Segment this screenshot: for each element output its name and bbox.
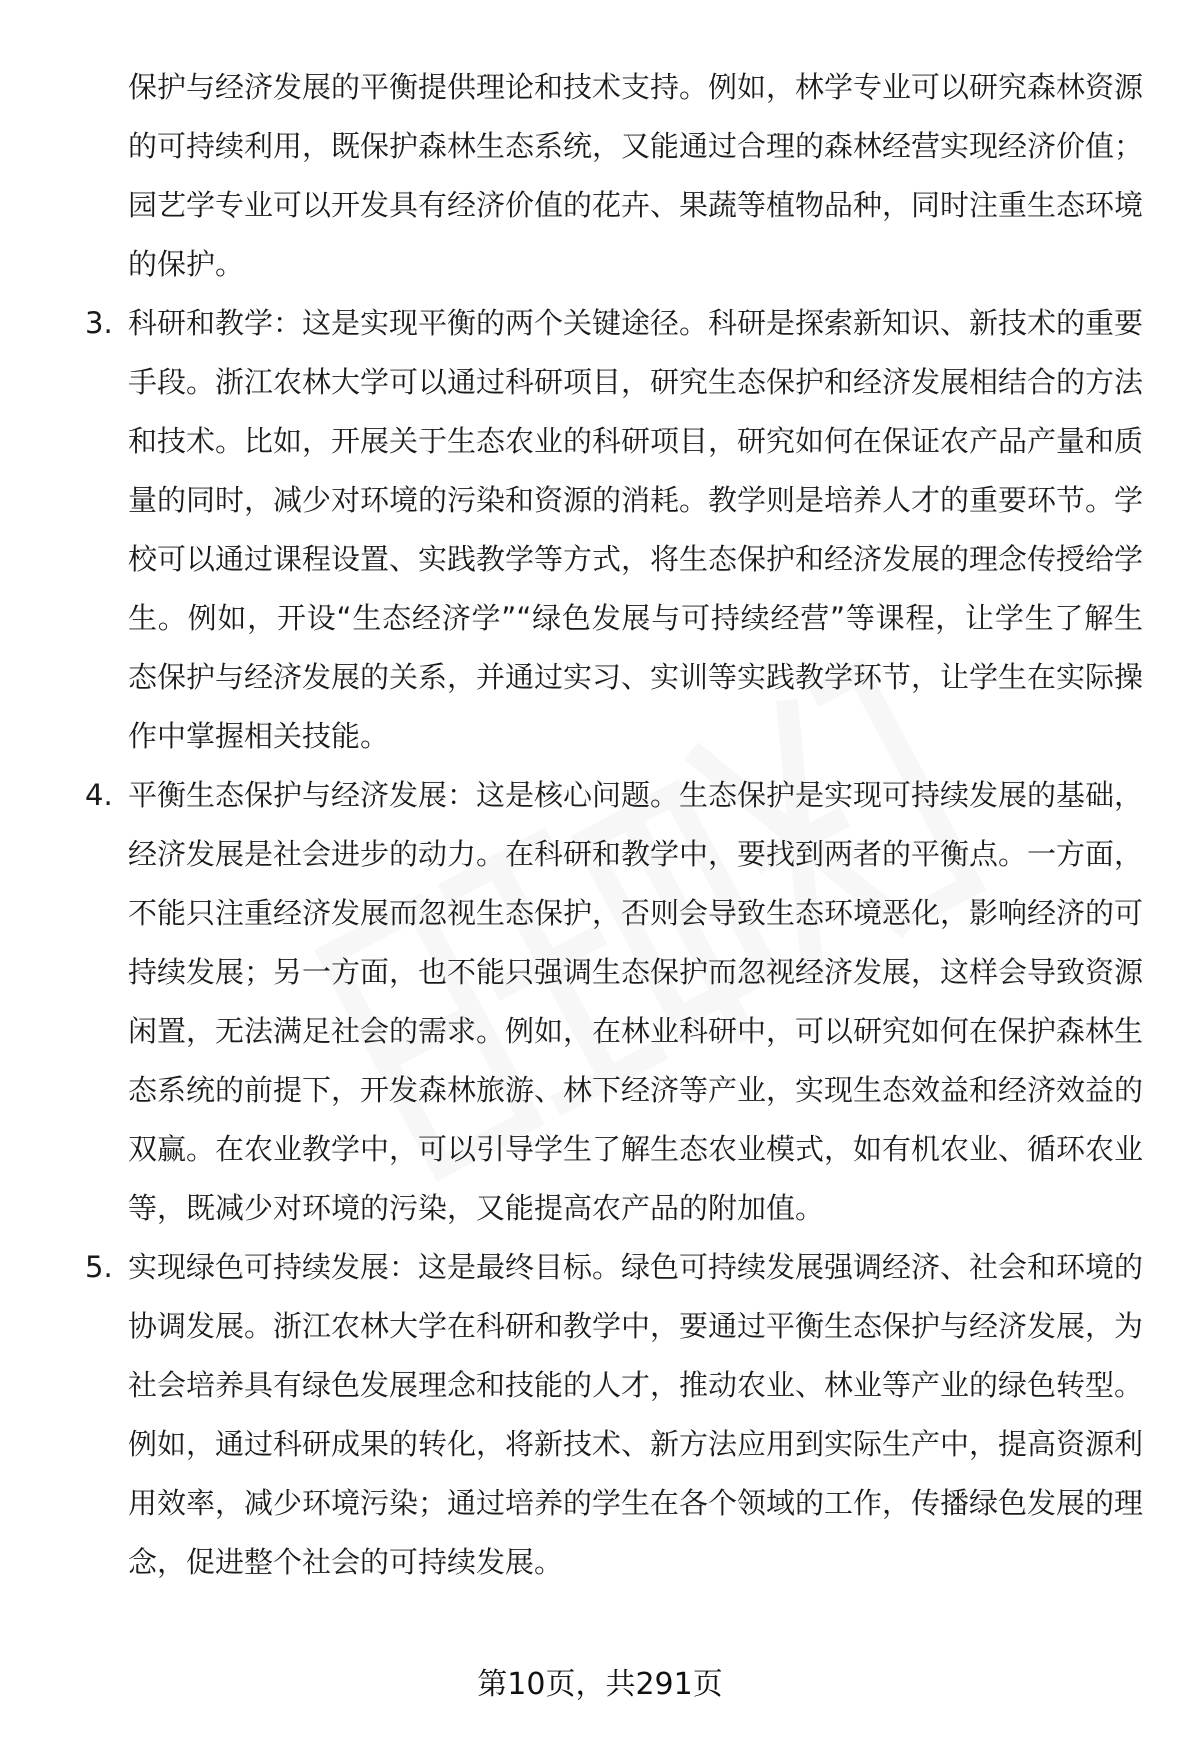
continuation-paragraph: 保护与经济发展的平衡提供理论和技术支持。例如，林学专业可以研究森林资源的可持续利用，既保护森林生态系统，又能通过合理的森林经营实现经济价值；园艺学专业可以开发具有经济价值的花卉、果蔬等植物品种，同时注重生态环境的保护。 [128,70,1144,281]
list-item-4 [85,766,1144,1238]
list-item-text: 平衡生态保护与经济发展：这是核心问题。生态保护是实现可持续发展的基础，经济发展是社会进步的动力。在科研和教学中，要找到两者的平衡点。一方面，不能只注重经济发展而忽视生态保护，否则会导致生态环境恶化，影响经济的可持续发展；另一方面，也不能只强调生态保护而忽视经济发展，这样会导致资源闲置，无法满足社会的需求。例如，在林业科研中，可以研究如何在保护森林生态系统的前提下，开发森林旅游、林下经济等产业，实现生态效益和经济效益的双赢。在农业教学中，可以引导学生了解生态农业模式，如有机农业、循环农业等，既减少对环境的污染，又能提高农产品的附加值。 [128,778,1144,1225]
list-item-5 [85,1238,1144,1592]
list-number: 3. [85,306,113,340]
list-number: 5. [85,1250,113,1284]
document-body [85,58,1144,1592]
page-footer: 第10页，共291页 [477,1667,723,1702]
list-item-3 [85,294,1144,766]
list-item-text: 科研和教学：这是实现平衡的两个关键途径。科研是探索新知识、新技术的重要手段。浙江农林大学可以通过科研项目，研究生态保护和经济发展相结合的方法和技术。比如，开展关于生态农业的科研项目，研究如何在保证农产品产量和质量的同时，减少对环境的污染和资源的消耗。教学则是培养人才的重要环节。学校可以通过课程设置、实践教学等方式，将生态保护和经济发展的理念传授给学生。例如，开设“生态经济学”“绿色发展与可持续经营”等课程，让学生了解生态保护与经济发展的关系，并通过实习、实训等实践教学环节，让学生在实际操作中掌握相关技能。 [128,306,1144,753]
list-number: 4. [85,778,113,812]
list-item-text: 实现绿色可持续发展：这是最终目标。绿色可持续发展强调经济、社会和环境的协调发展。浙江农林大学在科研和教学中，要通过平衡生态保护与经济发展，为社会培养具有绿色发展理念和技能的人才，推动农业、林业等产业的绿色转型。例如，通过科研成果的转化，将新技术、新方法应用到实际生产中，提高资源利用效率，减少环境污染；通过培养的学生在各个领域的工作，传播绿色发展的理念，促进整个社会的可持续发展。 [128,1250,1144,1579]
